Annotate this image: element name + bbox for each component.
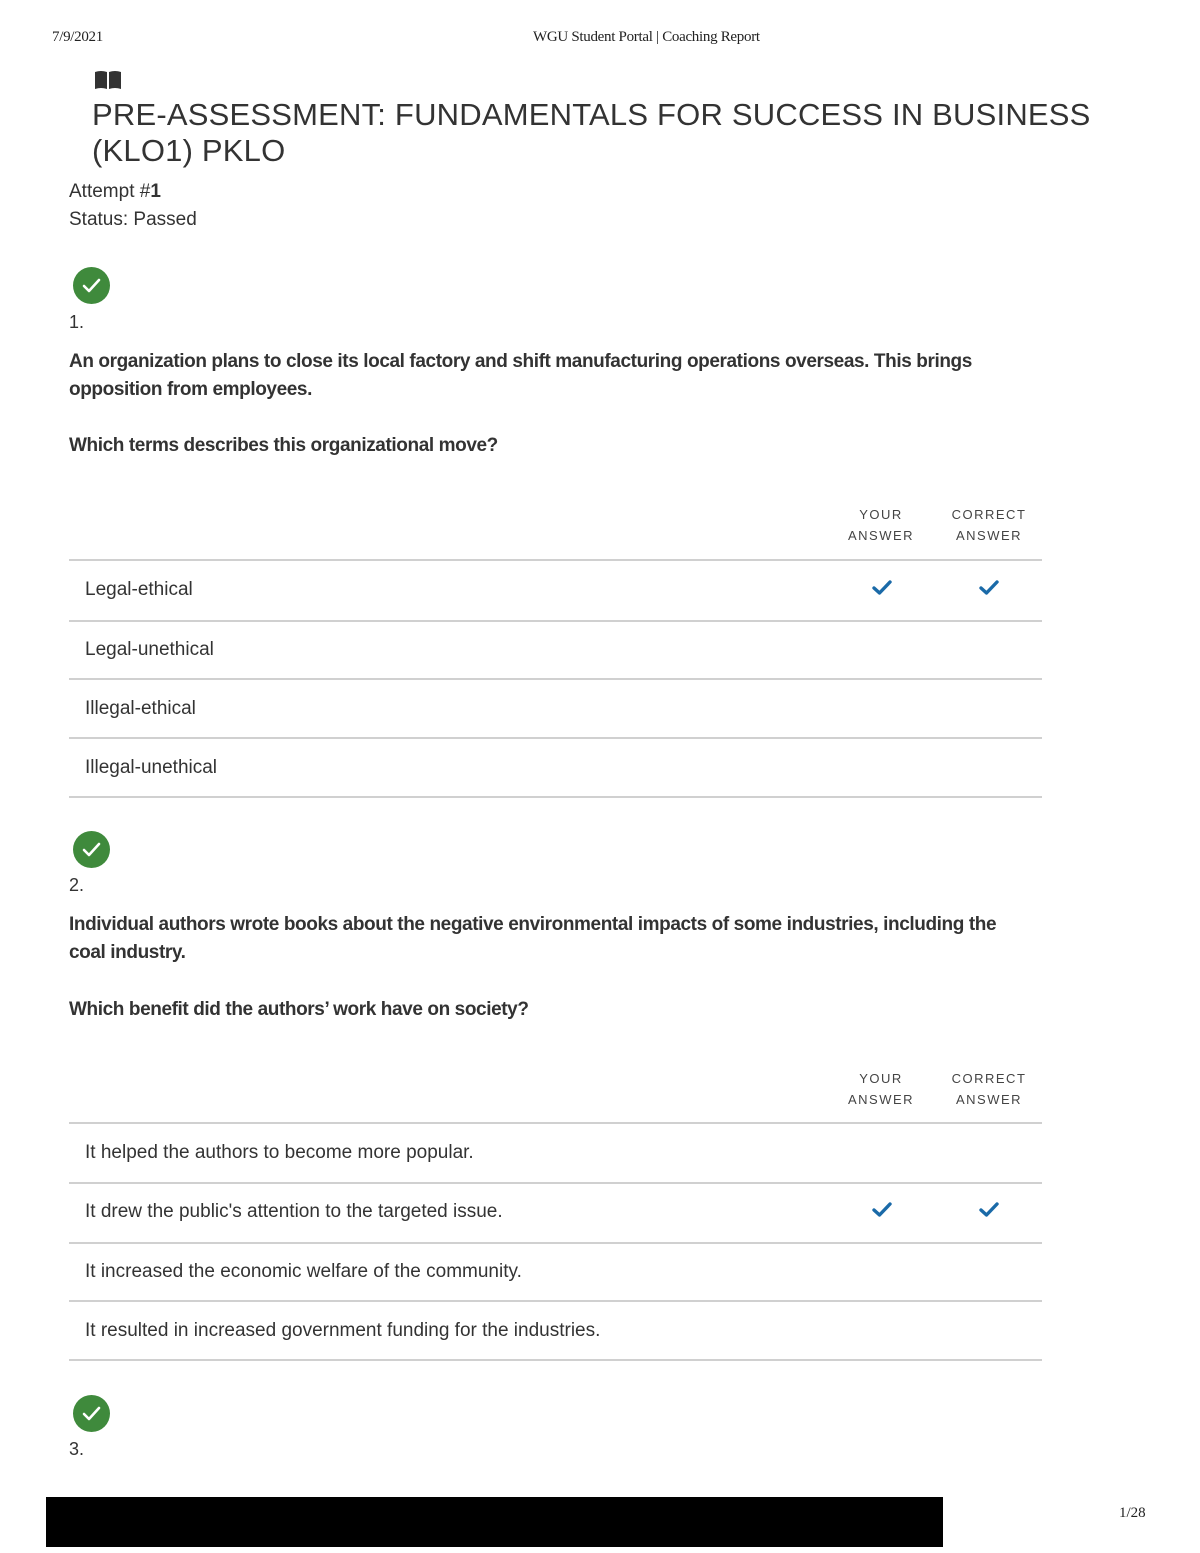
page-number: 1/28 — [1119, 1505, 1146, 1521]
your-answer-check-icon — [872, 580, 892, 596]
column-header-your-answer — [831, 1068, 931, 1110]
attempt-number — [69, 181, 161, 203]
column-header-correct-answer — [939, 1068, 1039, 1110]
correct-answer-check-icon — [979, 1202, 999, 1218]
question-stem: An organization plans to close its local factory and shift manufacturing operations overseas. This brings opposition from employees. — [69, 351, 972, 400]
column-header-line: CORRECT — [951, 507, 1027, 522]
answer-option: It helped the authors to become more popular. — [85, 1142, 474, 1163]
question-prompt: Which terms describes this organizational move? — [69, 435, 498, 456]
answer-option: Legal-unethical — [85, 639, 214, 660]
table-divider — [69, 559, 1042, 561]
answer-option: Illegal-unethical — [85, 757, 218, 778]
table-divider — [69, 1300, 1042, 1302]
column-header-correct-answer — [939, 504, 1039, 546]
answer-option: It drew the public's attention to the targeted issue. — [85, 1201, 503, 1222]
column-header-line: ANSWER — [955, 1092, 1023, 1107]
print-date: 7/9/2021 — [52, 29, 103, 45]
question-stem: Individual authors wrote books about the negative environmental impacts of some industries, including the coal industry. — [69, 914, 997, 963]
table-divider — [69, 678, 1042, 680]
your-answer-check-icon — [872, 1202, 892, 1218]
table-divider — [69, 737, 1042, 739]
correct-check-icon — [73, 831, 110, 868]
correct-check-icon — [73, 1395, 110, 1432]
column-header-line: CORRECT — [951, 1071, 1027, 1086]
answer-option: It increased the economic welfare of the community. — [85, 1261, 522, 1282]
column-header-line: ANSWER — [955, 528, 1023, 543]
table-divider — [69, 796, 1042, 798]
column-header-line: ANSWER — [847, 1092, 915, 1107]
book-icon — [94, 70, 122, 90]
question-number: 2. — [69, 875, 85, 895]
redaction-bar — [46, 1497, 943, 1547]
column-header-line: YOUR — [859, 1071, 903, 1086]
page-title: PRE-ASSESSMENT: FUNDAMENTALS FOR SUCCESS IN BUSINESS (KLO1) PKLO — [92, 97, 1091, 168]
column-header-line: YOUR — [859, 507, 903, 522]
print-header-title: WGU Student Portal | Coaching Report — [533, 29, 760, 45]
answer-option: It resulted in increased government funding for the industries. — [85, 1320, 601, 1341]
column-header-line: ANSWER — [847, 528, 915, 543]
table-divider — [69, 1359, 1042, 1361]
status-text: Status: Passed — [69, 209, 197, 230]
table-divider — [69, 1182, 1042, 1184]
column-header-your-answer — [831, 504, 931, 546]
table-divider — [69, 1242, 1042, 1244]
attempt-label: Attempt # — [69, 181, 151, 202]
question-prompt: Which benefit did the authors’ work have on society? — [69, 999, 529, 1020]
question-number: 3. — [69, 1439, 85, 1459]
question-number: 1. — [69, 312, 85, 332]
attempt-value: 1 — [150, 181, 161, 202]
answer-option: Illegal-ethical — [85, 698, 196, 719]
correct-check-icon — [73, 267, 110, 304]
answer-option: Legal-ethical — [85, 579, 193, 600]
correct-answer-check-icon — [979, 580, 999, 596]
table-divider — [69, 1122, 1042, 1124]
table-divider — [69, 620, 1042, 622]
